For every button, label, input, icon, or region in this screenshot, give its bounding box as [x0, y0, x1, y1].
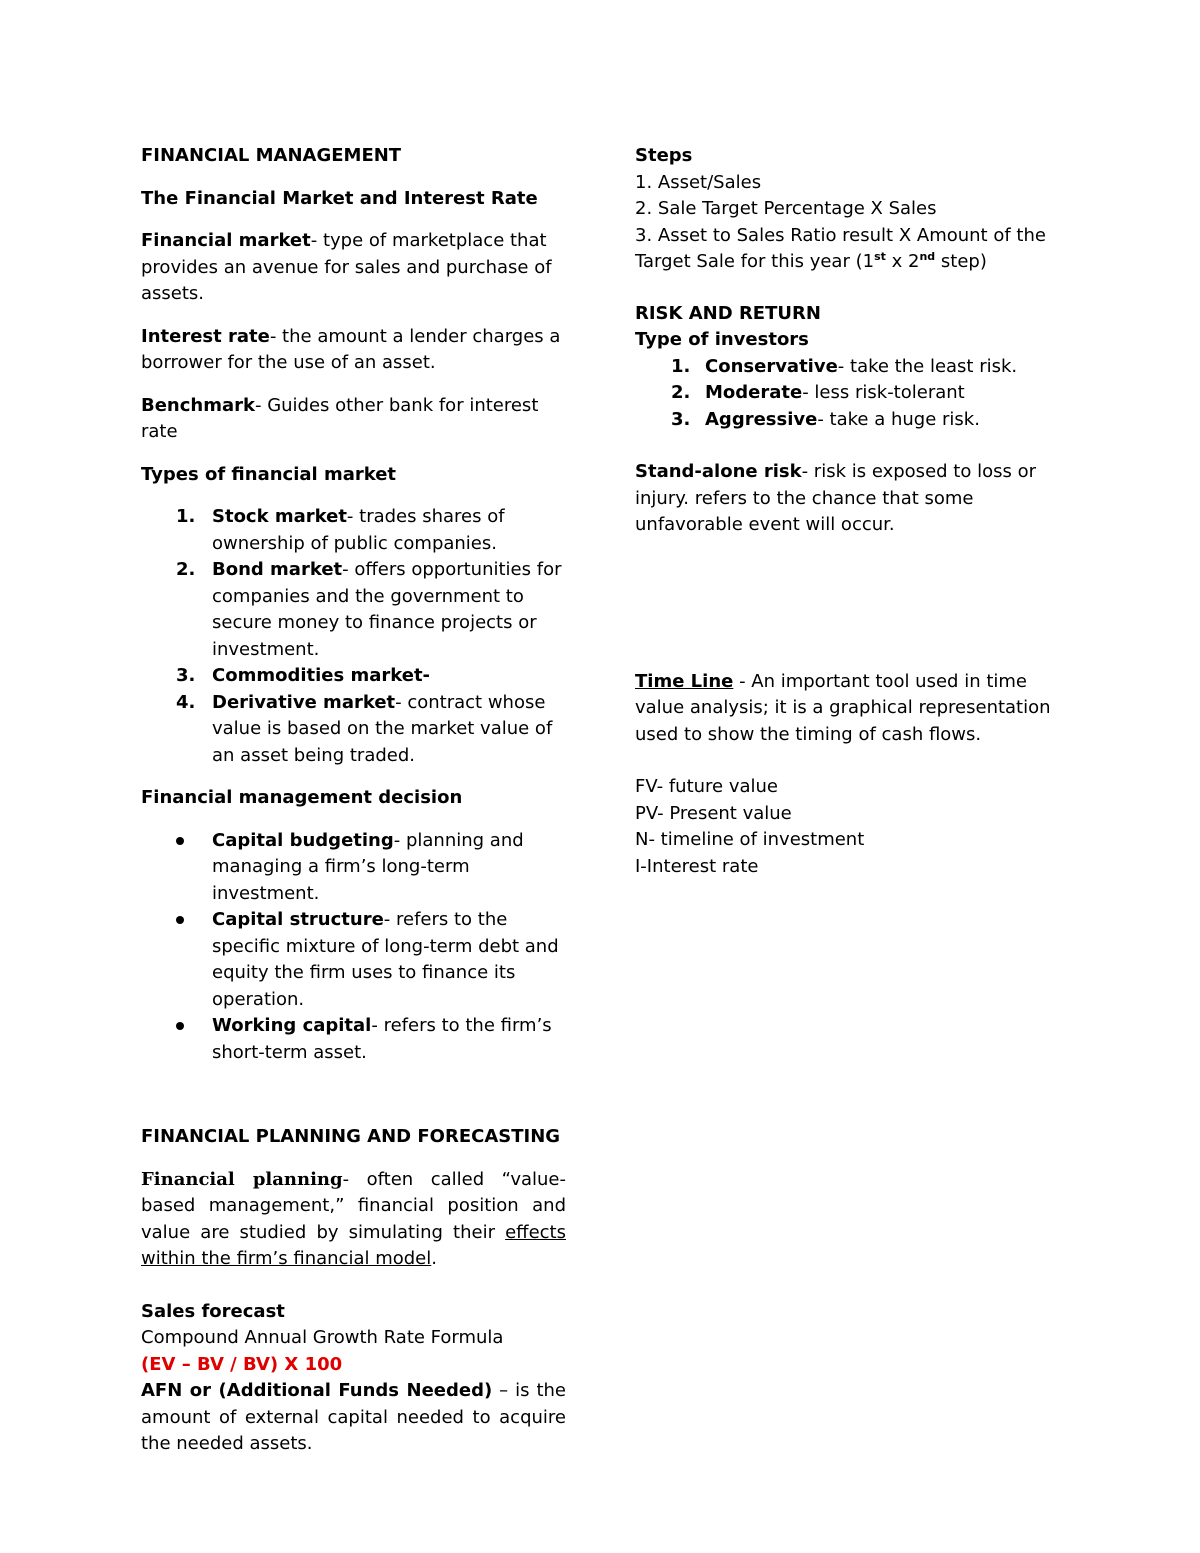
list-item: 2. Bond market- offers opportunities for companies and the government to secure money to finance projects or investment. [176, 559, 562, 660]
variable-item: I-Interest rate [635, 855, 759, 877]
step-item-continued: Target Sale for this year (1st x 2nd step) [635, 250, 987, 272]
step-item: 3. Asset to Sales Ratio result X Amount of the [635, 224, 1046, 246]
variable-item: FV- future value [635, 776, 779, 797]
investors-heading: Type of investors [635, 329, 809, 350]
bullet-icon [176, 837, 184, 845]
variable-item: N- timeline of investment [635, 829, 865, 850]
investors-list [635, 354, 1065, 434]
definition-time-line: Time Line - An important tool used in time value analysis; it is a graphical representation used to show the timing of cash flows. [635, 670, 1051, 745]
cagr-label: Compound Annual Growth Rate Formula [141, 1327, 504, 1348]
step-item: 2. Sale Target Percentage X Sales [635, 198, 937, 219]
list-item: 2. Moderate- less risk-tolerant [671, 382, 965, 403]
list-item: 3. Aggressive- take a huge risk. [671, 408, 980, 430]
list-item: 1. Conservative- take the least risk. [671, 355, 1018, 377]
risk-heading: RISK AND RETURN [635, 302, 821, 324]
left-column [141, 143, 566, 1458]
types-heading: Types of financial market [141, 463, 397, 485]
definition-benchmark: Benchmark- Guides other bank for interest rate [141, 394, 539, 442]
decision-heading: Financial management decision [141, 787, 463, 808]
cagr-formula: (EV – BV / BV) X 100 [141, 1353, 343, 1375]
definition-financial-market: Financial market- type of marketplace that provides an avenue for sales and purchase of assets. [141, 230, 552, 304]
definition-interest-rate: Interest rate- the amount a lender charges a borrower for the use of an asset. [141, 325, 561, 373]
list-item: Working capital- refers to the firm’s short-term asset. [141, 1013, 566, 1066]
bullet-icon [176, 916, 184, 924]
right-column [635, 143, 1065, 880]
decision-list [141, 828, 566, 1067]
list-item: 1. Stock market- trades shares of ownership of public companies. [176, 506, 505, 554]
section-subtitle: The Financial Market and Interest Rate [141, 187, 538, 209]
sales-forecast-heading: Sales forecast [141, 1300, 285, 1322]
definition-standalone-risk: Stand-alone risk- risk is exposed to loss or injury. refers to the chance that some unfavorable event will occur. [635, 461, 1036, 535]
document-title: FINANCIAL MANAGEMENT [141, 145, 402, 166]
planning-heading: FINANCIAL PLANNING AND FORECASTING [141, 1126, 561, 1147]
market-types-list [141, 504, 566, 769]
definition-afn: AFN or (Additional Funds Needed) – is the amount of external capital needed to acquire the needed assets. [141, 1380, 566, 1454]
variable-item: PV- Present value [635, 802, 792, 824]
step-item: 1. Asset/Sales [635, 171, 762, 193]
list-item: 3. Commodities market- [176, 665, 431, 686]
list-item: 4. Derivative market- contract whose value is based on the market value of an asset being traded. [176, 691, 553, 766]
definition-financial-planning: Financial planning- often called “value-based management,” financial position and value are studied by simulating their effects within the firm’s financial model. [141, 1168, 566, 1269]
bullet-icon [176, 1022, 184, 1030]
list-item: Capital budgeting- planning and managing a firm’s long-term investment. [141, 828, 566, 908]
steps-heading: Steps [635, 145, 693, 166]
list-item: Capital structure- refers to the specific mixture of long-term debt and equity the firm uses to finance its operation. [141, 907, 566, 1013]
